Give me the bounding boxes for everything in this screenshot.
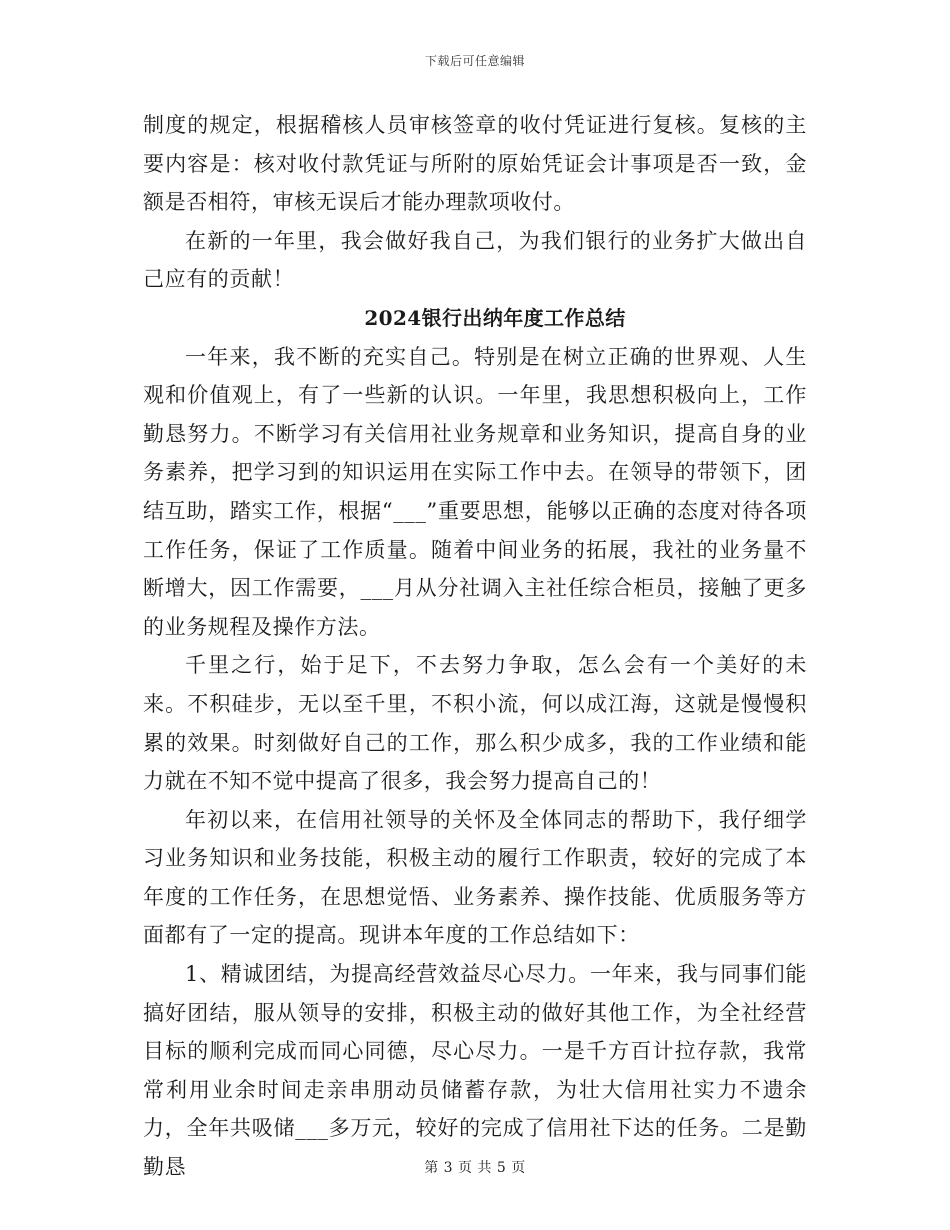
- section-title: 2024银行出纳年度工作总结: [364, 305, 626, 330]
- document-body: [143, 106, 807, 1187]
- paragraph-closing: 在新的一年里，我会做好我自己，为我们银行的业务扩大做出自己应有的贡献！: [143, 228, 807, 292]
- page-number: 第 3 页 共 5 页: [424, 1160, 526, 1176]
- page-header: 下载后可任意编辑: [424, 54, 525, 68]
- paragraph: 年初以来，在信用社领导的关怀及全体同志的帮助下，我仔细学习业务知识和业务技能，积极主动的履行工作职责，较好的完成了本年度的工作任务，在思想觉悟、业务素养、操作技能、优质服务等方面都有了一定的提高。现讲本年度的工作总结如下：: [143, 807, 807, 948]
- paragraph-continued: 制度的规定，根据稽核人员审核签章的收付凭证进行复核。复核的主要内容是：核对收付款凭证与所附的原始凭证会计事项是否一致，金额是否相符，审核无误后才能办理款项收付。: [143, 113, 807, 215]
- paragraph: 千里之行，始于足下，不去努力争取，怎么会有一个美好的未来。不积硅步，无以至千里，不积小流，何以成江海，这就是慢慢积累的效果。时刻做好自己的工作，那么积少成多，我的工作业绩和能力就在不知不觉中提高了很多，我会努力提高自己的！: [143, 653, 807, 794]
- paragraph: 一年来，我不断的充实自己。特别是在树立正确的世界观、人生观和价值观上，有了一些新的认识。一年里，我思想积极向上，工作勤恳努力。不断学习有关信用社业务规章和业务知识，提高自身的业务素养，把学习到的知识运用在实际工作中去。在领导的带领下，团结互助，踏实工作，根据“___”重要思想，能够以正确的态度对待各项工作任务，保证了工作质量。随着中间业务的拓展，我社的业务量不断增大，因工作需要，___月从分社调入主社任综合柜员，接触了更多的业务规程及操作方法。: [143, 344, 807, 639]
- paragraph: 1、精诚团结，为提高经营效益尽心尽力。一年来，我与同事们能搞好团结，服从领导的安排，积极主动的做好其他工作，为全社经营目标的顺利完成而同心同德，尽心尽力。一是千方百计拉存款，我常常利用业余时间走亲串朋动员储蓄存款，为壮大信用社实力不遗余力，全年共吸储___多万元，较好的完成了信用社下达的任务。二是勤勤恳: [143, 962, 807, 1180]
